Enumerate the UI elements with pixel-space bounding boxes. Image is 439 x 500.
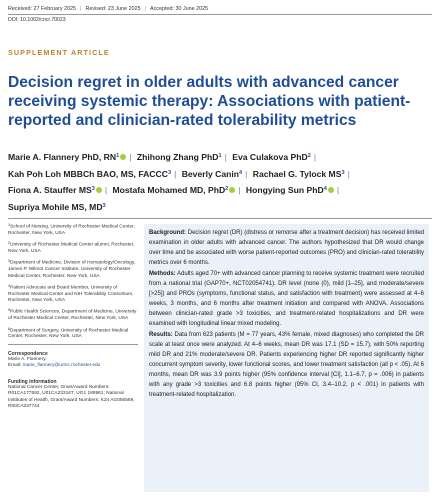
results-label: Results: bbox=[149, 332, 173, 338]
author[interactable]: Supriya Mohile MS, $MD^3$ bbox=[8, 201, 106, 212]
email-label: Email: bbox=[8, 363, 22, 369]
article-title: Decision regret in older adults with advanced cancer receiving systemic therapy: Associations with patient-reported and clinician-rated tolerability metrics bbox=[8, 74, 411, 129]
date-separator: | bbox=[144, 6, 146, 12]
author[interactable]: Marie A. Flannery PhD, $RN^1$ bbox=[8, 152, 126, 162]
author[interactable]: Mostafa Mohamed MD, PhD$^2$ bbox=[112, 185, 235, 195]
author-divider bbox=[8, 218, 432, 219]
author[interactable]: Fiona A. Stauffer $MS^3$ bbox=[8, 185, 102, 195]
abstract-methods: Methods: Adults aged 70+ with advanced cancer planning to receive systemic treatment were recruited from a national trial (GAP70+, NCT02054741). DR level (none (0), mild [1–25], and moderate/severe [>25]) and PROs (symptoms, functional status, and satisfaction with treatment) were assessed at 4–6 weeks, 3 months, and 6 months after treatment initiation and compared with ANOVA. Associations between clinician-rated grade >3 toxicities, and treatment-related hospitalizations and DR were examined with longitudinal linear mixed modeling. bbox=[149, 271, 424, 327]
affiliation: $^6$Department of Surgery, University of Rochester Medical Center, Rochester, New York, USA bbox=[8, 326, 129, 340]
affiliation: $^1$School of Nursing, University of Rochester Medical Center, Rochester, New York, USA bbox=[8, 223, 135, 236]
revised-date: Revised: 23 June 2025 bbox=[85, 6, 141, 12]
correspondence-name: Marie A. Flannery. bbox=[8, 357, 47, 363]
section-label: SUPPLEMENT ARTICLE bbox=[8, 48, 110, 57]
funding-text: National Cancer Center, Grant/Award Numbers: R01CA177592, U01CA233167, UG1 189961; National Institutes of Health, Grant/Award Numbers: K24 AG056589, R00CA237744 bbox=[8, 384, 135, 409]
header-divider bbox=[8, 14, 432, 15]
affiliation: $^5$Public Health Sciences, Department of Medicine, University of Rochester Medical Center, Rochester, New York, USA bbox=[8, 308, 137, 322]
affiliations-column bbox=[8, 222, 138, 410]
author[interactable]: Eva Culakova PhD$^2$ bbox=[232, 152, 311, 162]
affiliation: $^3$Department of Medicine, Division of Hematology/Oncology, James P. Wilmot Cancer Institute, University of Rochester Medical Center, Rochester, New York, USA bbox=[8, 259, 136, 279]
date-separator: | bbox=[80, 6, 82, 12]
abstract-background: Background: Decision regret (DR) (distress or remorse after a treatment decision) has received limited examination in older adults with advanced cancer. The authors hypothesized that DR would change over time and be associated with worse patient-reported outcomes (PRO) and clinician-rated tolerability metrics over 6 months. bbox=[149, 230, 425, 266]
doi[interactable]: DOI: 10.1002/cncr.70023 bbox=[8, 17, 66, 23]
orcid-icon[interactable] bbox=[96, 187, 102, 193]
abstract bbox=[144, 224, 429, 492]
author-list: Marie A. Flannery PhD, $RN^1$ | Zhihong Zhang PhD$^1$ | Eva Culakova PhD$^2$ | Kah Poh Loh MBBCh BAO, MS, FACCC$^3$ | Beverly Canin$^4$ | Rachael G. Tylock $MS^3$ | Fiona A. Stauffer $MS^3$ | Mostafa Mohamed MD, PhD$^2$ | Hongying Sun PhD$^4$ | Supriya Mohile MS, $MD^3$ bbox=[8, 152, 350, 212]
affiliation: $^2$University of Rochester Medical Center alumni, Rochester, New York, USA bbox=[8, 241, 135, 255]
correspondence-heading: Correspondence bbox=[8, 350, 48, 357]
author[interactable]: Hongying Sun PhD$^4$ bbox=[246, 185, 334, 195]
funding-heading: Funding information bbox=[8, 378, 57, 385]
article-dates bbox=[8, 6, 432, 12]
author[interactable]: Zhihong Zhang PhD$^1$ bbox=[136, 152, 222, 162]
correspondence-email-row bbox=[8, 363, 138, 369]
orcid-icon[interactable] bbox=[328, 187, 334, 193]
accepted-date: Accepted: 30 June 2025 bbox=[150, 6, 209, 12]
methods-label: Methods: bbox=[149, 271, 176, 277]
email-link[interactable]: marie_flannery@urmc.rochester.edu bbox=[22, 363, 101, 369]
background-label: Background: bbox=[149, 230, 187, 236]
author[interactable]: Kah Poh Loh MBBCh BAO, MS, FACCC$^3$ bbox=[8, 168, 172, 179]
received-date: Received: 27 February 2025 bbox=[8, 6, 77, 12]
column-divider bbox=[8, 344, 138, 345]
author[interactable]: Rachael G. Tylock $MS^3$ bbox=[252, 168, 345, 179]
author[interactable]: Beverly Canin$^4$ bbox=[181, 168, 243, 179]
abstract-results: Results: Data from 623 patients (M = 77 years, 43% female, mixed diagnoses) who completed the DR scale at least once were analyzed. At 4–6 weeks, mean DR was 17.1 (SD = 15.7), with 50% reporting mild DR and 21% moderate/severe DR. Patients experiencing higher DR reported significantly higher concurrent symptom severity, lower functional scores, and lower treatment satisfaction (all p < .05). At 6 months, mean DR was 3.9 points higher (95% confidence interval [CI], 1.1–6.7, p = .006) in patients with any grade >3 toxicities and 6.8 points higher (95% CI, 3.4–10.2, p < .001) in patients with treatment-related hospitalization. bbox=[149, 332, 424, 398]
affiliation: $^4$Patient Advocate and Board Member, University of Rochester Medical Center and NIH Tolerability Consortium, Rochester, New York, USA bbox=[8, 283, 134, 304]
